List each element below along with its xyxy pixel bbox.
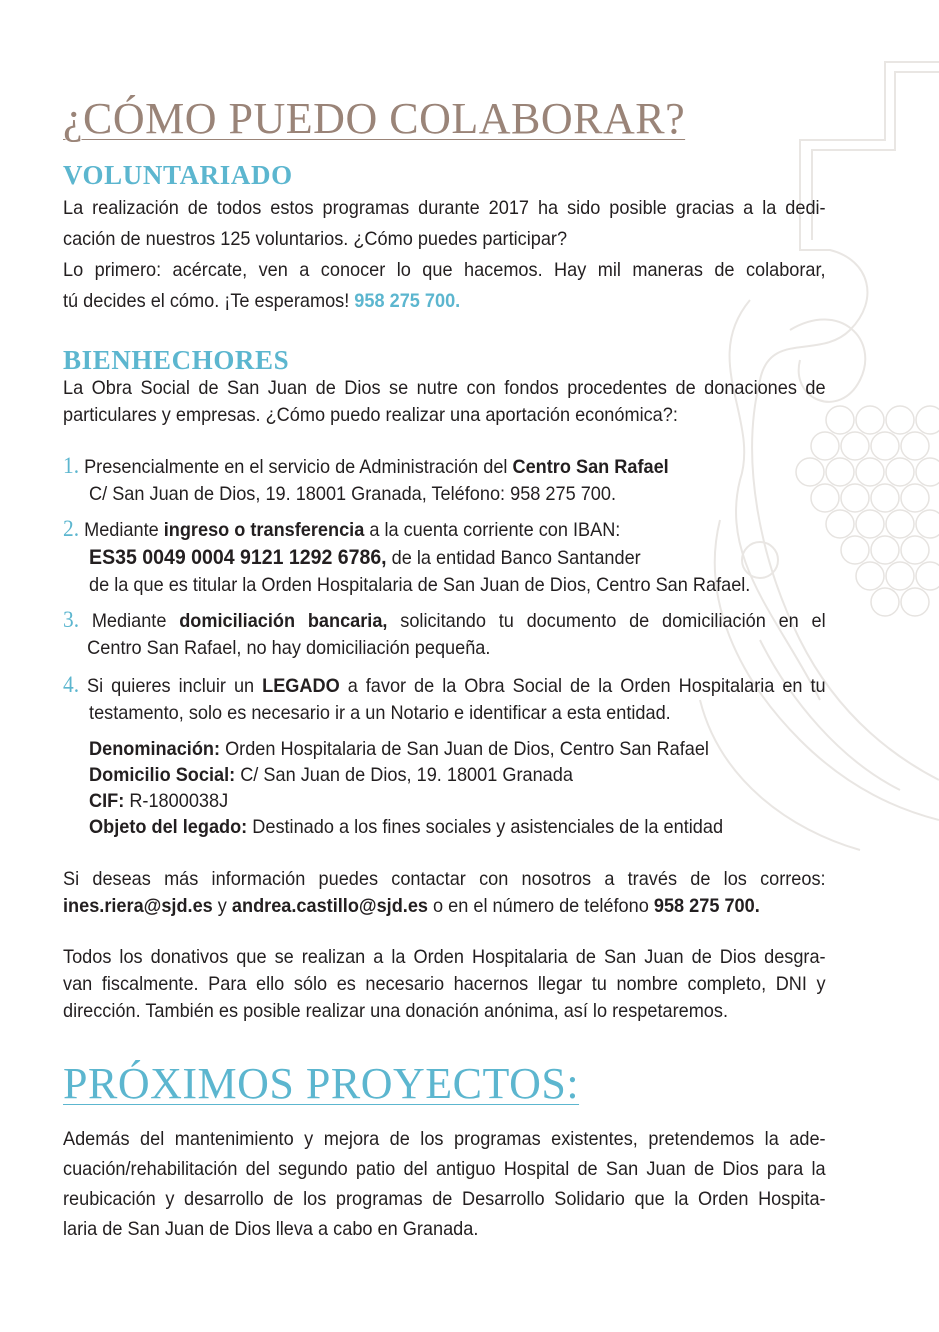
item-1-address: C/ San Juan de Dios, 19. 18001 Granada, Teléfono: 958 275 700.	[89, 483, 617, 505]
bienhechores-line-2: particulares y empresas. ¿Cómo puedo realizar una aportación económica?:	[63, 404, 678, 426]
item-4-line-2: testamento, solo es necesario ir a un Notario e identificar a esta entidad.	[89, 702, 671, 724]
proyectos-title: PRÓXIMOS PROYECTOS:	[63, 1059, 580, 1108]
legado-details	[63, 736, 826, 840]
item-2-text: Mediante	[84, 519, 159, 541]
item-2-post: a la cuenta corriente con IBAN:	[369, 519, 621, 541]
bienhechores-intro	[63, 375, 826, 429]
list-item-2	[63, 515, 826, 599]
email-andrea[interactable]: andrea.castillo@sjd.es	[231, 895, 429, 917]
voluntariado-line-4: tú decides el cómo. ¡Te esperamos!	[63, 290, 350, 312]
legado-label-2: Domicilio Social:	[89, 764, 236, 786]
donativos-line-2: van fiscalmente. Para ello sólo es necesario hacernos llegar tu nombre completo, DNI y	[63, 973, 826, 995]
donativos-line-3: dirección. También es posible realizar una donación anónima, así lo respetaremos.	[63, 1000, 728, 1022]
page-title: ¿CÓMO PUEDO COLABORAR?	[63, 94, 686, 143]
legado-value-4: Destinado a los fines sociales y asistenciales de la entidad	[252, 816, 724, 838]
voluntariado-text	[63, 195, 826, 315]
legado-value-3: R-1800038J	[129, 790, 229, 812]
contact-mid: o en el número de teléfono	[433, 895, 649, 917]
contact-phone[interactable]: 958 275 700.	[653, 895, 760, 917]
item-4-bold: LEGADO	[262, 675, 340, 697]
legado-label-3: CIF:	[89, 790, 125, 812]
proyectos-paragraph	[63, 1124, 826, 1244]
list-number-4: 4.	[63, 672, 80, 697]
legado-label-4: Objeto del legado:	[89, 816, 248, 838]
list-item-1	[63, 452, 826, 508]
email-ines[interactable]: ines.riera@sjd.es	[63, 895, 213, 917]
list-number-2: 2.	[63, 516, 80, 541]
iban-number: ES35 0049 0004 9121 1292 6786,	[89, 546, 387, 569]
legado-label-1: Denominación:	[89, 738, 221, 760]
donativos-paragraph	[63, 944, 826, 1025]
voluntariado-line-2: cación de nuestros 125 voluntarios. ¿Cómo puedes participar?	[63, 228, 568, 250]
item-4-post: a favor de la Obra Social de la Orden Hospitalaria en tu	[347, 675, 826, 697]
item-3-bold: domiciliación bancaria,	[179, 610, 388, 632]
item-3-text: Mediante	[91, 610, 167, 632]
list-item-3	[63, 606, 826, 662]
legado-value-2: C/ San Juan de Dios, 19. 18001 Granada	[240, 764, 573, 786]
item-3-post: solicitando tu documento de domiciliación en el	[400, 610, 826, 632]
proyectos-line-3: reubicación y desarrollo de los programas de Desarrollo Solidario que la Orden Hospita-	[63, 1188, 826, 1210]
item-2-owner: de la que es titular la Orden Hospitalaria de San Juan de Dios, Centro San Rafael.	[89, 574, 751, 596]
list-number-3: 3.	[63, 607, 80, 632]
item-3-line-2: Centro San Rafael, no hay domiciliación pequeña.	[87, 637, 491, 659]
bienhechores-heading: BIENHECHORES	[63, 345, 290, 375]
donativos-line-1: Todos los donativos que se realizan a la Orden Hospitalaria de San Juan de Dios desgra-	[63, 946, 826, 968]
item-1-text: Presencialmente en el servicio de Administración del	[84, 456, 508, 478]
list-number-1: 1.	[63, 453, 80, 478]
voluntariado-heading: VOLUNTARIADO	[63, 160, 293, 190]
contact-and: y	[217, 895, 227, 917]
proyectos-line-4: laria de San Juan de Dios lleva a cabo en Granada.	[63, 1218, 479, 1240]
voluntariado-line-1: La realización de todos estos programas durante 2017 ha sido posible gracias a la dedi-	[63, 197, 826, 219]
item-1-bold: Centro San Rafael	[512, 456, 669, 478]
item-4-text: Si quieres incluir un	[87, 675, 255, 697]
bienhechores-line-1: La Obra Social de San Juan de Dios se nutre con fondos procedentes de donaciones de	[63, 377, 826, 399]
item-2-bold: ingreso o transferencia	[163, 519, 365, 541]
proyectos-line-1: Además del mantenimiento y mejora de los programas existentes, pretendemos la ade-	[63, 1128, 826, 1150]
contact-paragraph	[63, 866, 826, 920]
proyectos-line-2: cuación/rehabilitación del segundo patio del antiguo Hospital de San Juan de Dios para la	[63, 1158, 826, 1180]
item-2-bank: de la entidad Banco Santander	[391, 547, 641, 569]
voluntariado-phone[interactable]: 958 275 700.	[354, 290, 461, 312]
legado-value-1: Orden Hospitalaria de San Juan de Dios, Centro San Rafael	[225, 738, 709, 760]
contact-line-1: Si deseas más información puedes contactar con nosotros a través de los correos:	[63, 868, 826, 890]
voluntariado-line-3: Lo primero: acércate, ven a conocer lo que hacemos. Hay mil maneras de colaborar,	[63, 259, 826, 281]
list-item-4	[63, 671, 826, 727]
